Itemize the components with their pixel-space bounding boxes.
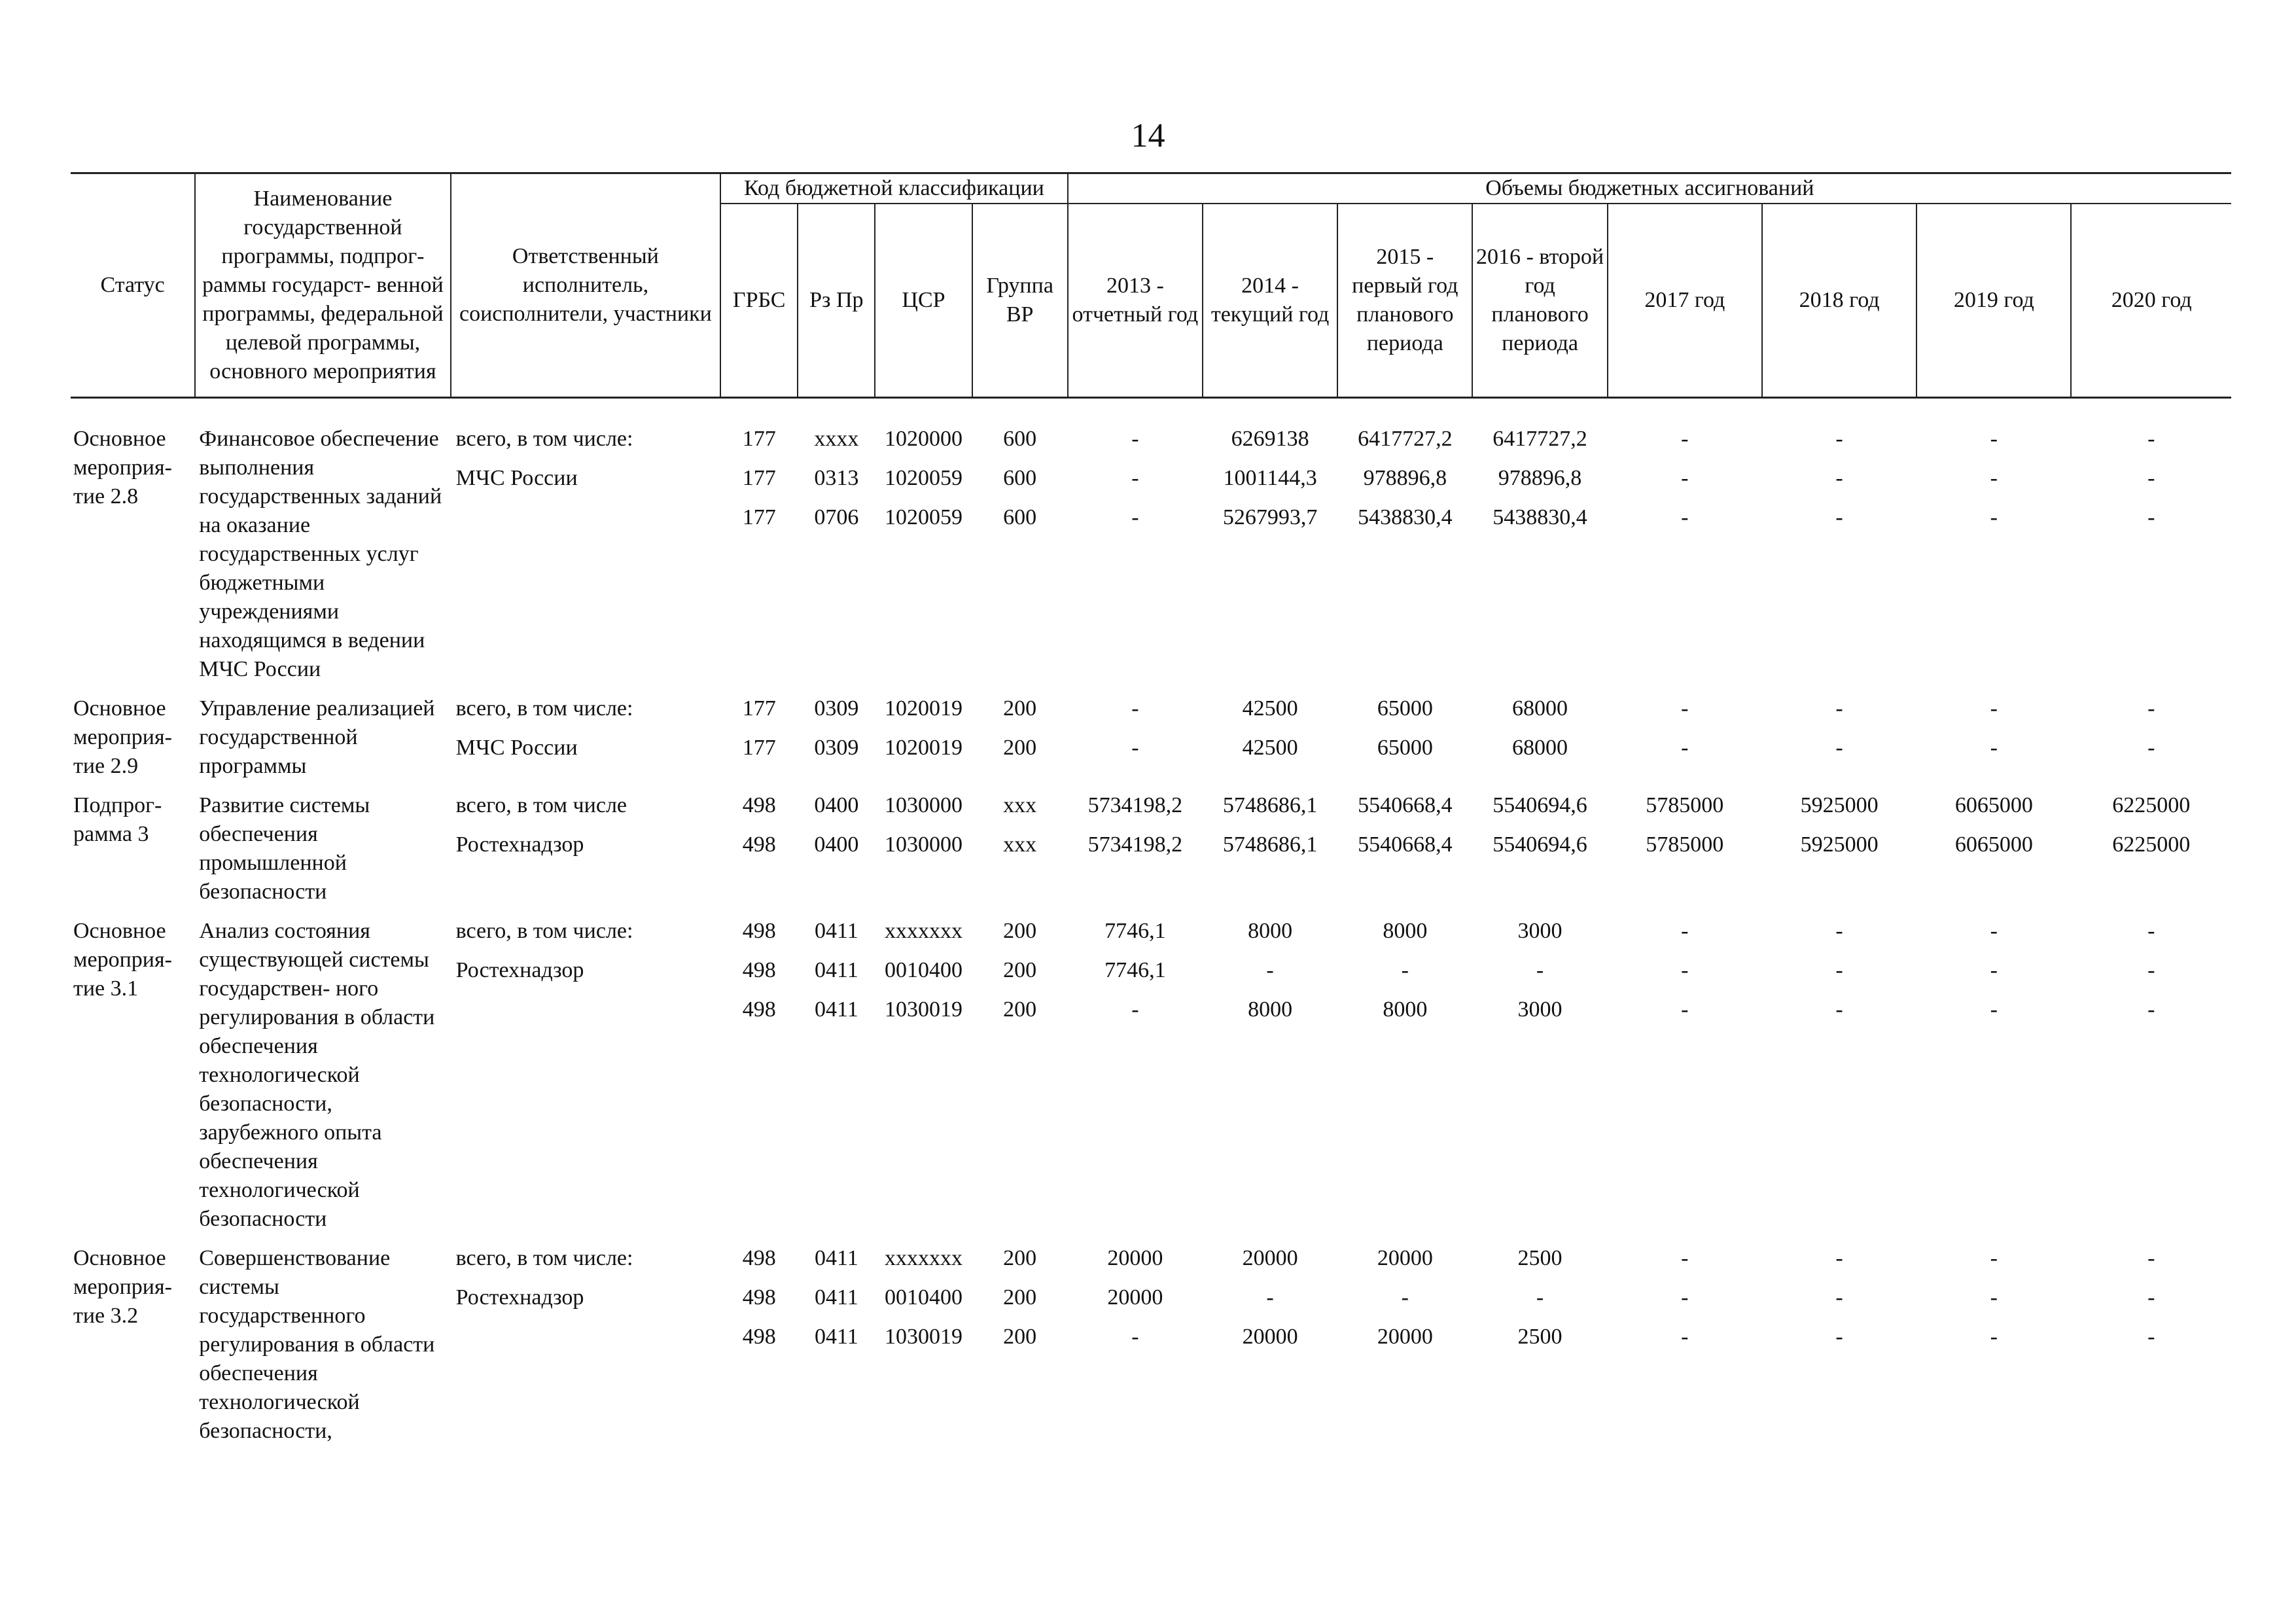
grbs-value: 498 [742, 1325, 776, 1349]
row-status: Основное мероприя- тие 3.1 [73, 919, 172, 1001]
vr-value: 200 [1003, 696, 1037, 721]
vr-value-cell [972, 1244, 1068, 1446]
allocation-value-2016-cell [1472, 694, 1607, 781]
rzpr-value: 0411 [814, 997, 858, 1022]
allocation-value-2015: 978896,8 [1363, 466, 1447, 490]
allocation-value-2013: - [1131, 466, 1139, 490]
allocation-value-2019: - [1990, 958, 1998, 982]
csr-value: 1030019 [884, 997, 963, 1022]
allocation-value-2016: 68000 [1512, 736, 1568, 760]
header-year-2016: 2016 - второй год планового периода [1472, 204, 1607, 398]
header-year-2020: 2020 год [2071, 204, 2231, 398]
rzpr-value: 0411 [814, 919, 858, 943]
allocation-value-2019: - [1990, 696, 1998, 721]
allocation-value-2016: - [1536, 958, 1544, 982]
allocation-value-2018: - [1835, 958, 1843, 982]
grbs-value: 177 [742, 427, 776, 451]
allocation-value-2018: - [1835, 466, 1843, 490]
allocation-value-2015: 65000 [1377, 696, 1433, 721]
allocation-value-2015-cell [1337, 425, 1472, 684]
csr-value-cell [875, 1244, 972, 1446]
header-executor: Ответственный исполнитель, соисполнители, участники [451, 173, 720, 398]
row-status: Основное мероприя- тие 2.8 [73, 427, 172, 508]
vr-value-cell [972, 791, 1068, 906]
rzpr-value-cell [798, 1244, 875, 1446]
allocation-value-2016: 5438830,4 [1492, 505, 1587, 529]
allocation-value-2018-cell [1762, 917, 1916, 1234]
allocation-value-2015: 65000 [1377, 736, 1433, 760]
allocation-value-2016-cell [1472, 917, 1607, 1234]
allocation-value-2013: 5734198,2 [1087, 832, 1183, 857]
table-row [71, 791, 2231, 906]
header-year-2015: 2015 - первый год планового периода [1337, 204, 1472, 398]
allocation-value-2020: - [2147, 736, 2155, 760]
allocation-value-2014: 1001144,3 [1223, 466, 1317, 490]
allocation-value-2017: 5785000 [1646, 832, 1724, 857]
allocation-value-2013: - [1131, 427, 1139, 451]
allocation-value-2015: 5540668,4 [1358, 793, 1453, 817]
allocation-value-2016-cell [1472, 1244, 1607, 1446]
grbs-value: 498 [742, 1246, 776, 1270]
allocation-value-2016: 2500 [1517, 1246, 1563, 1270]
header-program-name: Наименование государственной программы, подпрог- раммы государст- венной программы, федеральной целевой программы, основного мероприятия [195, 173, 450, 398]
allocation-value-2019: - [1990, 919, 1998, 943]
grbs-value: 177 [742, 505, 776, 529]
allocation-value-2020-cell [2071, 791, 2231, 906]
rzpr-value-cell [798, 694, 875, 781]
allocation-value-2020: - [2147, 696, 2155, 721]
table-row [71, 1244, 2231, 1446]
allocation-value-2014-cell [1203, 694, 1337, 781]
allocation-value-2017-cell [1608, 1244, 1762, 1446]
allocation-value-2015-cell [1337, 791, 1472, 906]
allocation-value-2018-cell [1762, 694, 1916, 781]
header-year-2017: 2017 год [1608, 204, 1762, 398]
csr-value-cell [875, 917, 972, 1234]
allocation-value-2016: 68000 [1512, 696, 1568, 721]
rzpr-value: 0411 [814, 1285, 858, 1310]
allocation-value-2013: - [1131, 1325, 1139, 1349]
allocation-value-2020: - [2147, 1246, 2155, 1270]
header-year-2018: 2018 год [1762, 204, 1916, 398]
allocation-value-2019-cell [1916, 791, 2071, 906]
allocation-value-2020: - [2147, 1325, 2155, 1349]
allocation-value-2016-cell [1472, 425, 1607, 684]
csr-value-cell [875, 694, 972, 781]
csr-value: 1030000 [884, 793, 963, 817]
allocation-value-2014: 42500 [1242, 736, 1298, 760]
vr-value: xxx [1003, 832, 1037, 857]
allocation-value-2015: 5540668,4 [1358, 832, 1453, 857]
allocation-value-2014: 5748686,1 [1222, 793, 1318, 817]
allocation-value-2014: 5748686,1 [1222, 832, 1318, 857]
vr-value: 600 [1003, 466, 1037, 490]
vr-value: 600 [1003, 505, 1037, 529]
allocation-value-2014: 6269138 [1231, 427, 1309, 451]
header-year-2019: 2019 год [1916, 204, 2071, 398]
allocation-value-2020: 6225000 [2112, 793, 2191, 817]
allocation-value-2015: 8000 [1383, 919, 1428, 943]
allocation-value-2013: - [1131, 505, 1139, 529]
table-row [71, 694, 2231, 781]
grbs-value: 177 [742, 736, 776, 760]
allocation-value-2014-cell [1203, 917, 1337, 1234]
grbs-value: 177 [742, 466, 776, 490]
csr-value: 1020019 [884, 736, 963, 760]
allocation-value-2018: - [1835, 919, 1843, 943]
allocation-value-2017: - [1681, 736, 1689, 760]
executor-value: Ростехнадзор [455, 958, 584, 982]
vr-value: 200 [1003, 736, 1037, 760]
allocation-value-2020: - [2147, 1285, 2155, 1310]
allocation-value-2017: - [1681, 696, 1689, 721]
allocation-value-2017: - [1681, 1325, 1689, 1349]
header-vr: Группа ВР [972, 204, 1068, 398]
row-program-name: Финансовое обеспечение выполнения государственных заданий на оказание государственных услуг бюджетными учреждениями находящимся в ведении МЧС России [199, 427, 442, 681]
csr-value: 1030000 [884, 832, 963, 857]
allocation-value-2013-cell [1068, 917, 1203, 1234]
allocation-value-2018: - [1835, 505, 1843, 529]
allocation-value-2015: - [1401, 1285, 1409, 1310]
allocation-value-2018: 5925000 [1800, 832, 1879, 857]
allocation-value-2019-cell [1916, 425, 2071, 684]
grbs-value: 498 [742, 997, 776, 1022]
allocation-value-2013: 5734198,2 [1087, 793, 1183, 817]
allocation-value-2014: 5267993,7 [1222, 505, 1318, 529]
csr-value: 1020059 [884, 505, 963, 529]
grbs-value: 177 [742, 696, 776, 721]
allocation-value-2020-cell [2071, 917, 2231, 1234]
allocation-value-2014: 8000 [1248, 919, 1293, 943]
allocation-value-2015-cell [1337, 694, 1472, 781]
row-program-name: Развитие системы обеспечения промышленной безопасности [199, 793, 370, 904]
allocation-value-2018: - [1835, 997, 1843, 1022]
allocation-value-2014-cell [1203, 1244, 1337, 1446]
executor-value: всего, в том числе [455, 793, 627, 817]
allocation-value-2018-cell [1762, 425, 1916, 684]
grbs-value: 498 [742, 793, 776, 817]
allocation-value-2016: 3000 [1517, 997, 1563, 1022]
grbs-value-cell [720, 425, 798, 684]
executor-value: МЧС России [455, 466, 578, 490]
csr-value: xxxxxxx [884, 1246, 963, 1270]
allocation-value-2017-cell [1608, 791, 1762, 906]
grbs-value-cell [720, 917, 798, 1234]
allocation-value-2019: - [1990, 736, 1998, 760]
allocation-value-2017-cell [1608, 917, 1762, 1234]
csr-value: 1020019 [884, 696, 963, 721]
allocation-value-2020: 6225000 [2112, 832, 2191, 857]
allocation-value-2016: 5540694,6 [1492, 793, 1587, 817]
allocation-value-2013-cell [1068, 425, 1203, 684]
vr-value: 600 [1003, 427, 1037, 451]
row-program-name: Анализ состояния существующей системы государствен- ного регулирования в области обеспечения технологической безопасности, зарубежного опыта обеспечения технологической безопасности [199, 919, 435, 1231]
allocation-value-2016: 2500 [1517, 1325, 1563, 1349]
rzpr-value: 0400 [814, 832, 859, 857]
executor-value-cell [451, 694, 720, 781]
vr-value: 200 [1003, 1325, 1037, 1349]
csr-value: 0010400 [884, 1285, 963, 1310]
rzpr-value: 0309 [814, 696, 859, 721]
rzpr-value-cell [798, 791, 875, 906]
executor-value: МЧС России [455, 736, 578, 760]
allocation-value-2016: 5540694,6 [1492, 832, 1587, 857]
grbs-value: 498 [742, 832, 776, 857]
allocation-value-2018: - [1835, 736, 1843, 760]
table-body [71, 398, 2231, 1457]
allocation-value-2019: - [1990, 1285, 1998, 1310]
allocation-value-2018: - [1835, 427, 1843, 451]
allocation-value-2019-cell [1916, 694, 2071, 781]
executor-value-cell [451, 917, 720, 1234]
allocation-value-2019: - [1990, 1325, 1998, 1349]
rzpr-value: 0400 [814, 793, 859, 817]
rzpr-value-cell [798, 917, 875, 1234]
vr-value: 200 [1003, 997, 1037, 1022]
allocation-value-2020: - [2147, 919, 2155, 943]
allocation-value-2018: - [1835, 696, 1843, 721]
allocation-value-2015: 5438830,4 [1358, 505, 1453, 529]
allocation-value-2015: - [1401, 958, 1409, 982]
allocation-value-2017: - [1681, 958, 1689, 982]
executor-value: всего, в том числе: [455, 427, 633, 451]
grbs-value: 498 [742, 1285, 776, 1310]
allocation-value-2017: - [1681, 1246, 1689, 1270]
header-budget-code-group: Код бюджетной классификации [720, 173, 1068, 204]
allocation-value-2020: - [2147, 958, 2155, 982]
header-grbs: ГРБС [720, 204, 798, 398]
allocation-value-2019: - [1990, 505, 1998, 529]
executor-value: всего, в том числе: [455, 696, 633, 721]
allocation-value-2014: - [1266, 1285, 1274, 1310]
allocation-value-2017: - [1681, 919, 1689, 943]
allocation-value-2014-cell [1203, 425, 1337, 684]
allocation-value-2020: - [2147, 505, 2155, 529]
allocation-value-2019: - [1990, 427, 1998, 451]
csr-value: 0010400 [884, 958, 963, 982]
header-year-2014: 2014 - текущий год [1203, 204, 1337, 398]
csr-value: xxxxxxx [884, 919, 963, 943]
allocation-value-2019: 6065000 [1954, 832, 2033, 857]
grbs-value: 498 [742, 958, 776, 982]
allocation-value-2019: - [1990, 1246, 1998, 1270]
allocation-value-2013: - [1131, 696, 1139, 721]
executor-value: Ростехнадзор [455, 1285, 584, 1310]
page-number: 14 [1131, 117, 1165, 154]
row-program-name: Управление реализацией государственной программы [199, 696, 435, 778]
allocation-value-2018-cell [1762, 791, 1916, 906]
allocation-value-2013: 7746,1 [1104, 958, 1166, 982]
rzpr-value: 0313 [814, 466, 859, 490]
allocation-value-2020-cell [2071, 1244, 2231, 1446]
allocation-value-2015: 8000 [1383, 997, 1428, 1022]
vr-value: 200 [1003, 1285, 1037, 1310]
allocation-value-2014: - [1266, 958, 1274, 982]
allocation-value-2019: 6065000 [1954, 793, 2033, 817]
csr-value-cell [875, 425, 972, 684]
budget-allocation-table [71, 172, 2231, 1456]
rzpr-value-cell [798, 425, 875, 684]
allocation-value-2016: - [1536, 1285, 1544, 1310]
allocation-value-2015: 20000 [1377, 1246, 1433, 1270]
allocation-value-2016: 3000 [1517, 919, 1563, 943]
allocation-value-2020: - [2147, 997, 2155, 1022]
header-status: Статус [71, 173, 195, 398]
csr-value: 1020000 [884, 427, 963, 451]
table-row [71, 917, 2231, 1234]
executor-value: всего, в том числе: [455, 1246, 633, 1270]
vr-value: xxx [1003, 793, 1037, 817]
allocation-value-2013: 20000 [1107, 1285, 1163, 1310]
allocation-value-2019: - [1990, 997, 1998, 1022]
row-status: Основное мероприя- тие 3.2 [73, 1246, 172, 1328]
allocation-value-2018: - [1835, 1325, 1843, 1349]
allocation-value-2017: 5785000 [1646, 793, 1724, 817]
grbs-value-cell [720, 1244, 798, 1446]
csr-value: 1030019 [884, 1325, 963, 1349]
allocation-value-2018: - [1835, 1285, 1843, 1310]
grbs-value-cell [720, 791, 798, 906]
allocation-value-2013: - [1131, 997, 1139, 1022]
allocation-value-2019-cell [1916, 1244, 2071, 1446]
allocation-value-2014-cell [1203, 791, 1337, 906]
allocation-value-2020: - [2147, 466, 2155, 490]
vr-value-cell [972, 694, 1068, 781]
allocation-value-2013-cell [1068, 791, 1203, 906]
allocation-value-2013: 20000 [1107, 1246, 1163, 1270]
allocation-value-2014: 42500 [1242, 696, 1298, 721]
allocation-value-2017: - [1681, 466, 1689, 490]
row-status: Основное мероприя- тие 2.9 [73, 696, 172, 778]
allocation-value-2014: 20000 [1242, 1246, 1298, 1270]
allocation-value-2015: 20000 [1377, 1325, 1433, 1349]
grbs-value: 498 [742, 919, 776, 943]
allocation-value-2016: 6417727,2 [1492, 427, 1587, 451]
executor-value: всего, в том числе: [455, 919, 633, 943]
allocation-value-2018-cell [1762, 1244, 1916, 1446]
vr-value-cell [972, 425, 1068, 684]
rzpr-value: 0411 [814, 1246, 858, 1270]
allocation-value-2014: 20000 [1242, 1325, 1298, 1349]
allocation-value-2016: 978896,8 [1498, 466, 1582, 490]
allocation-value-2017-cell [1608, 694, 1762, 781]
executor-value-cell [451, 1244, 720, 1446]
allocation-value-2020-cell [2071, 694, 2231, 781]
header-rzpr: Рз Пр [798, 204, 875, 398]
rzpr-value: 0309 [814, 736, 859, 760]
allocation-value-2018: 5925000 [1800, 793, 1879, 817]
allocation-value-2014: 8000 [1248, 997, 1293, 1022]
allocation-value-2018: - [1835, 1246, 1843, 1270]
allocation-value-2013-cell [1068, 694, 1203, 781]
csr-value-cell [875, 791, 972, 906]
allocation-value-2020-cell [2071, 425, 2231, 684]
vr-value: 200 [1003, 1246, 1037, 1270]
csr-value: 1020059 [884, 466, 963, 490]
allocation-value-2013-cell [1068, 1244, 1203, 1446]
rzpr-value: 0411 [814, 1325, 858, 1349]
rzpr-value: xxxx [814, 427, 859, 451]
allocation-value-2017-cell [1608, 425, 1762, 684]
allocation-value-2015-cell [1337, 917, 1472, 1234]
allocation-value-2020: - [2147, 427, 2155, 451]
vr-value: 200 [1003, 919, 1037, 943]
executor-value: Ростехнадзор [455, 832, 584, 857]
allocation-value-2015: 6417727,2 [1358, 427, 1453, 451]
rzpr-value: 0706 [814, 505, 859, 529]
allocation-value-2017: - [1681, 427, 1689, 451]
allocation-value-2017: - [1681, 997, 1689, 1022]
vr-value: 200 [1003, 958, 1037, 982]
allocation-value-2017: - [1681, 1285, 1689, 1310]
row-status: Подпрог- рамма 3 [73, 793, 162, 846]
vr-value-cell [972, 917, 1068, 1234]
header-budget-volume-group: Объемы бюджетных ассигнований [1068, 173, 2231, 204]
executor-value-cell [451, 425, 720, 684]
header-csr: ЦСР [875, 204, 972, 398]
allocation-value-2019: - [1990, 466, 1998, 490]
header-year-2013: 2013 - отчетный год [1068, 204, 1203, 398]
allocation-value-2015-cell [1337, 1244, 1472, 1446]
allocation-value-2016-cell [1472, 791, 1607, 906]
allocation-value-2017: - [1681, 505, 1689, 529]
executor-value-cell [451, 791, 720, 906]
grbs-value-cell [720, 694, 798, 781]
allocation-value-2019-cell [1916, 917, 2071, 1234]
table-row [71, 425, 2231, 684]
rzpr-value: 0411 [814, 958, 858, 982]
allocation-value-2013: 7746,1 [1104, 919, 1166, 943]
row-program-name: Совершенствование системы государственного регулирования в области обеспечения технологической безопасности, [199, 1246, 435, 1443]
allocation-value-2013: - [1131, 736, 1139, 760]
